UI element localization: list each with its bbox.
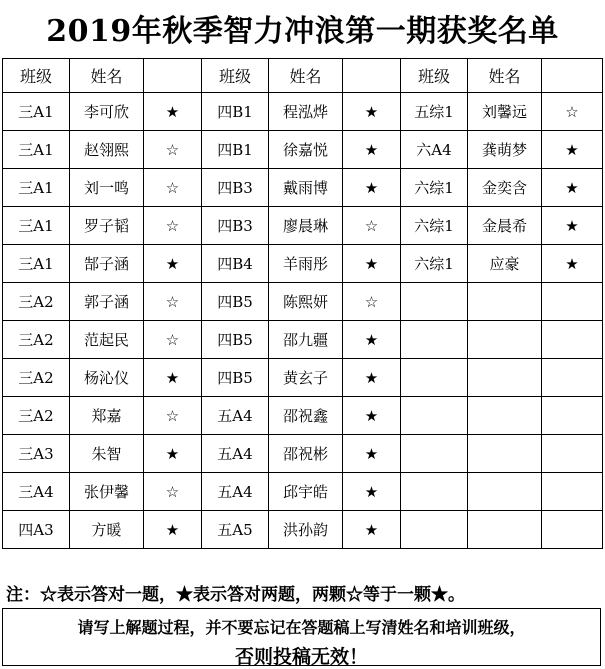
name-cell: 郑嘉 [70, 397, 144, 435]
star-icon: ★ [343, 397, 401, 435]
class-cell: 六综1 [401, 245, 468, 283]
name-cell: 朱智 [70, 435, 144, 473]
class-cell [401, 473, 468, 511]
name-cell: 方暖 [70, 511, 144, 549]
name-cell: 刘馨远 [468, 93, 542, 131]
header-name: 姓名 [468, 59, 542, 93]
header-name: 姓名 [70, 59, 144, 93]
table-row [3, 359, 603, 397]
name-cell: 张伊馨 [70, 473, 144, 511]
page-title: 2019年秋季智力冲浪第一期获奖名单 [46, 14, 559, 49]
star-icon: ★ [542, 207, 603, 245]
name-cell [468, 359, 542, 397]
table-row [3, 283, 603, 321]
class-cell [401, 435, 468, 473]
name-cell: 郜子涵 [70, 245, 144, 283]
name-cell: 刘一鸣 [70, 169, 144, 207]
star-icon: ★ [144, 93, 202, 131]
star-icon: ★ [343, 245, 401, 283]
name-cell: 陈熙妍 [269, 283, 343, 321]
star-icon: ★ [144, 359, 202, 397]
name-cell: 黄玄子 [269, 359, 343, 397]
header-class: 班级 [3, 59, 70, 93]
table-row [3, 473, 603, 511]
star-icon: ★ [343, 435, 401, 473]
star-icon: ☆ [542, 93, 603, 131]
name-cell: 杨沁仪 [70, 359, 144, 397]
name-cell: 邵九疆 [269, 321, 343, 359]
class-cell: 三A2 [3, 283, 70, 321]
header-star [542, 59, 603, 93]
name-cell: 赵翎熙 [70, 131, 144, 169]
header-row [3, 59, 603, 93]
name-cell: 邵祝鑫 [269, 397, 343, 435]
star-icon: ☆ [144, 207, 202, 245]
name-cell: 邵祝彬 [269, 435, 343, 473]
class-cell: 六A4 [401, 131, 468, 169]
class-cell: 五A5 [202, 511, 269, 549]
star-icon: ★ [542, 169, 603, 207]
name-cell: 廖晨琳 [269, 207, 343, 245]
name-cell: 戴雨博 [269, 169, 343, 207]
table-row [3, 93, 603, 131]
name-cell [468, 283, 542, 321]
instruction-note: 请写上解题过程，并不要忘记在答题稿上写清姓名和培训班级， [77, 618, 526, 637]
table-row [3, 511, 603, 549]
class-cell [401, 321, 468, 359]
name-cell [468, 435, 542, 473]
name-cell: 范起民 [70, 321, 144, 359]
class-cell: 四B4 [202, 245, 269, 283]
class-cell: 四B3 [202, 169, 269, 207]
class-cell: 五A4 [202, 435, 269, 473]
star-icon: ☆ [144, 473, 202, 511]
name-cell: 程泓烨 [269, 93, 343, 131]
star-icon [542, 473, 603, 511]
class-cell: 四B5 [202, 283, 269, 321]
header-name: 姓名 [269, 59, 343, 93]
star-icon [542, 321, 603, 359]
class-cell: 六综1 [401, 207, 468, 245]
star-icon: ☆ [144, 397, 202, 435]
name-cell: 徐嘉悦 [269, 131, 343, 169]
table-row [3, 321, 603, 359]
name-cell [468, 473, 542, 511]
star-icon: ☆ [144, 169, 202, 207]
name-cell: 罗子韬 [70, 207, 144, 245]
class-cell: 三A1 [3, 207, 70, 245]
class-cell: 四B1 [202, 131, 269, 169]
star-icon: ★ [343, 511, 401, 549]
star-icon: ★ [144, 245, 202, 283]
star-icon: ★ [343, 321, 401, 359]
header-star [144, 59, 202, 93]
class-cell: 六综1 [401, 169, 468, 207]
star-icon [542, 397, 603, 435]
class-cell: 四B1 [202, 93, 269, 131]
star-icon: ★ [542, 245, 603, 283]
class-cell: 三A2 [3, 397, 70, 435]
header-class: 班级 [202, 59, 269, 93]
star-icon: ☆ [343, 283, 401, 321]
name-cell [468, 397, 542, 435]
class-cell: 三A1 [3, 245, 70, 283]
class-cell: 三A1 [3, 131, 70, 169]
name-cell: 龚萌梦 [468, 131, 542, 169]
name-cell: 邱宇皓 [269, 473, 343, 511]
class-cell: 三A1 [3, 169, 70, 207]
class-cell [401, 359, 468, 397]
table-row [3, 169, 603, 207]
table-row [3, 245, 603, 283]
name-cell: 李可欣 [70, 93, 144, 131]
star-icon: ★ [343, 473, 401, 511]
name-cell: 洪孙韵 [269, 511, 343, 549]
star-icon: ★ [343, 359, 401, 397]
star-icon: ★ [343, 169, 401, 207]
table-row [3, 435, 603, 473]
notes-section [0, 560, 605, 668]
star-icon [542, 435, 603, 473]
header-class: 班级 [401, 59, 468, 93]
star-icon: ★ [144, 435, 202, 473]
name-cell [468, 511, 542, 549]
table-row [3, 397, 603, 435]
star-icon: ☆ [144, 131, 202, 169]
class-cell: 四B5 [202, 359, 269, 397]
name-cell: 羊雨彤 [269, 245, 343, 283]
star-icon: ☆ [343, 207, 401, 245]
legend-note: 注：☆表示答对一题，★表示答对两题，两颗☆等于一颗★。 [6, 585, 465, 605]
class-cell: 四B5 [202, 321, 269, 359]
award-table [2, 58, 603, 549]
class-cell [401, 283, 468, 321]
class-cell: 三A2 [3, 359, 70, 397]
class-cell: 三A1 [3, 93, 70, 131]
star-icon: ★ [144, 511, 202, 549]
class-cell: 四A3 [3, 511, 70, 549]
star-icon: ★ [542, 131, 603, 169]
class-cell: 三A4 [3, 473, 70, 511]
table-row [3, 131, 603, 169]
class-cell [401, 397, 468, 435]
name-cell [468, 321, 542, 359]
star-icon [542, 359, 603, 397]
star-icon: ☆ [144, 321, 202, 359]
header-star [343, 59, 401, 93]
star-icon: ★ [343, 131, 401, 169]
name-cell: 郭子涵 [70, 283, 144, 321]
star-icon: ☆ [144, 283, 202, 321]
star-icon: ★ [343, 93, 401, 131]
instruction-box [2, 608, 601, 666]
warning-note: 否则投稿无效！ [234, 646, 368, 668]
name-cell: 金奕含 [468, 169, 542, 207]
class-cell: 五综1 [401, 93, 468, 131]
name-cell: 应豪 [468, 245, 542, 283]
name-cell: 金晨希 [468, 207, 542, 245]
class-cell: 三A2 [3, 321, 70, 359]
star-icon [542, 511, 603, 549]
star-icon [542, 283, 603, 321]
class-cell [401, 511, 468, 549]
class-cell: 五A4 [202, 473, 269, 511]
table-row [3, 207, 603, 245]
class-cell: 三A3 [3, 435, 70, 473]
class-cell: 四B3 [202, 207, 269, 245]
class-cell: 五A4 [202, 397, 269, 435]
